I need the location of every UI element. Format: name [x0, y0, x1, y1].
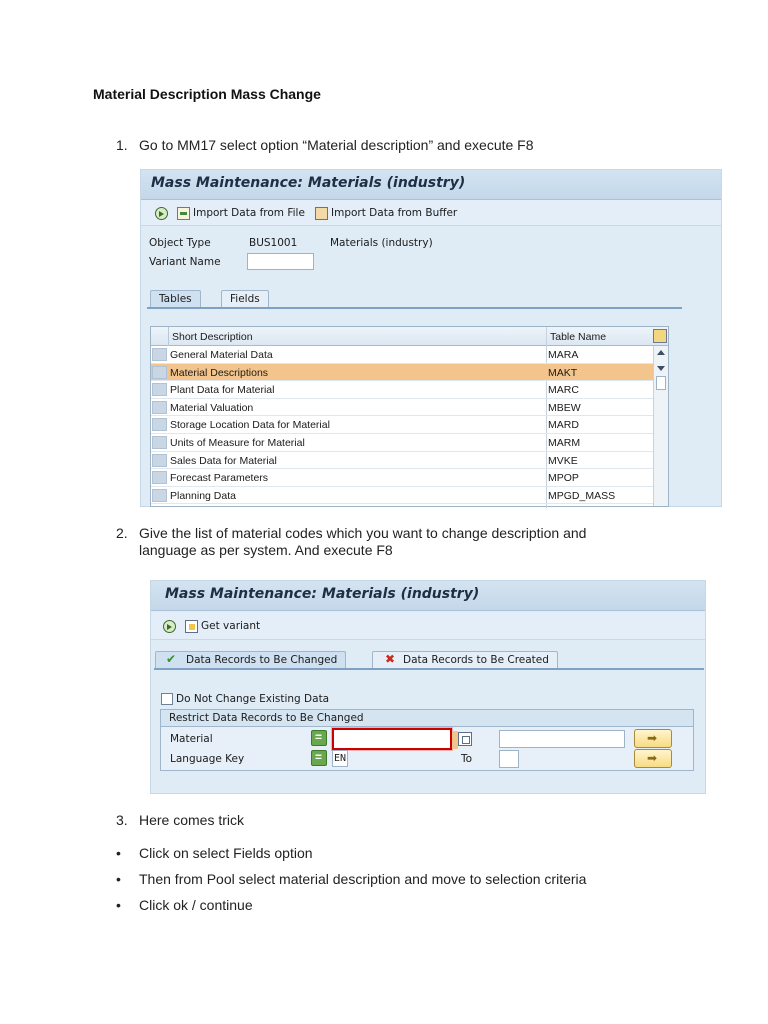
cell-table-name: MPOP: [548, 472, 579, 485]
do-not-change-label: Do Not Change Existing Data: [176, 693, 330, 705]
page-title: Material Description Mass Change: [93, 86, 321, 102]
row-selector[interactable]: [152, 401, 167, 414]
step-text: Go to MM17 select option “Material description” and execute F8: [139, 137, 534, 153]
tab-tables[interactable]: Tables: [150, 290, 201, 308]
language-option-button[interactable]: [311, 750, 327, 766]
table-row[interactable]: [151, 381, 654, 399]
step-text: Give the list of material codes which you want to change description and: [139, 525, 587, 541]
table-row[interactable]: [151, 364, 654, 382]
get-variant-button[interactable]: [185, 618, 260, 634]
get-variant-label: Get variant: [201, 620, 261, 632]
table-row[interactable]: [151, 399, 654, 417]
table-row[interactable]: [151, 487, 654, 505]
import-buffer-icon: [315, 207, 328, 220]
table-header: [151, 327, 668, 346]
multiple-selection-icon[interactable]: [458, 732, 472, 746]
row-selector[interactable]: [152, 471, 167, 484]
row-selector[interactable]: [152, 489, 167, 502]
row-selector[interactable]: [152, 383, 167, 396]
object-type-label: Object Type: [149, 237, 211, 249]
step-text: language as per system. And execute F8: [139, 542, 393, 558]
cell-table-name: MBEW: [548, 401, 581, 414]
sap-title-bar: [151, 581, 705, 611]
cell-short-description: Planning Data: [170, 489, 236, 502]
variant-name-label: Variant Name: [149, 256, 221, 268]
execute-button[interactable]: [155, 205, 171, 221]
object-type-description: Materials (industry): [330, 237, 433, 249]
tab-records-changed[interactable]: [155, 651, 346, 669]
cell-table-name: MARC: [548, 384, 579, 397]
scroll-up-icon[interactable]: [657, 350, 665, 355]
cell-short-description: Material Valuation: [170, 401, 254, 414]
tables-list: [150, 326, 669, 507]
row-selector[interactable]: [152, 436, 167, 449]
tab-records-created-label: Data Records to Be Created: [403, 654, 549, 666]
cell-short-description: Storage Location Data for Material: [170, 419, 330, 432]
sap-toolbar: [141, 200, 721, 226]
sap-title-bar: [141, 170, 721, 200]
to-label: To: [461, 753, 473, 765]
tab-records-changed-label: Data Records to Be Changed: [186, 654, 338, 666]
table-row[interactable]: [151, 416, 654, 434]
table-row[interactable]: [151, 346, 654, 364]
cell-table-name: MARD: [548, 419, 579, 432]
language-key-label: Language Key: [170, 753, 245, 765]
language-multiple-selection-button[interactable]: [634, 749, 672, 768]
scroll-down-icon[interactable]: [657, 366, 665, 371]
table-row[interactable]: [151, 469, 654, 487]
import-buffer-label: Import Data from Buffer: [331, 207, 458, 219]
tab-panel-border: [154, 668, 704, 670]
material-option-button[interactable]: [311, 730, 327, 746]
bullet-text: Click ok / continue: [139, 897, 253, 913]
column-settings-icon[interactable]: [653, 329, 667, 343]
bullet-text: Then from Pool select material description and move to selection criteria: [139, 871, 587, 887]
step-number: 2.: [116, 525, 128, 541]
group-header: [161, 710, 693, 727]
execute-icon: [163, 620, 176, 633]
cell-short-description: Sales Data for Material: [170, 454, 277, 467]
cell-short-description: Units of Measure for Material: [170, 437, 305, 449]
row-selector[interactable]: [152, 454, 167, 467]
tab-panel-border: [147, 307, 682, 309]
cell-short-description: Material Descriptions: [170, 366, 269, 379]
sap-screen-title: Mass Maintenance: Materials (industry): [165, 586, 480, 602]
row-selector[interactable]: [152, 366, 167, 379]
scroll-thumb[interactable]: [656, 376, 666, 390]
material-label: Material: [170, 733, 213, 745]
column-header-table-name: Table Name: [550, 331, 607, 343]
select-all-cell[interactable]: [151, 327, 169, 346]
material-from-input[interactable]: [332, 728, 452, 750]
cell-table-name: MARA: [548, 349, 579, 361]
variant-name-input[interactable]: [247, 253, 314, 270]
vertical-scrollbar[interactable]: [653, 346, 668, 506]
material-to-input[interactable]: [499, 730, 625, 748]
bullet-text: Click on select Fields option: [139, 845, 313, 861]
cell-short-description: Plant Data for Material: [170, 384, 275, 397]
tab-fields[interactable]: Fields: [221, 290, 269, 308]
variant-icon: [185, 620, 198, 633]
import-file-button[interactable]: [177, 205, 305, 221]
cell-short-description: General Material Data: [170, 349, 273, 361]
import-buffer-button[interactable]: [315, 205, 457, 221]
import-file-icon: [177, 207, 190, 220]
material-multiple-selection-button[interactable]: [634, 729, 672, 748]
execute-icon: [155, 207, 168, 220]
bullet-marker: •: [116, 897, 121, 913]
execute-button[interactable]: [163, 618, 179, 634]
cell-table-name: MPGD_MASS: [548, 489, 616, 502]
cell-table-name: MAKT: [548, 366, 578, 379]
step-text: Here comes trick: [139, 812, 245, 828]
import-file-label: Import Data from File: [193, 207, 305, 219]
sap-toolbar: [151, 612, 705, 640]
row-selector[interactable]: [152, 348, 167, 361]
column-header-short-description: Short Description: [172, 331, 253, 343]
do-not-change-checkbox[interactable]: [161, 693, 173, 705]
group-title: Restrict Data Records to Be Changed: [169, 712, 364, 724]
cell-table-name: MARM: [548, 437, 581, 449]
table-row[interactable]: [151, 452, 654, 470]
language-to-input[interactable]: [499, 750, 519, 768]
cell-table-name: MVKE: [548, 454, 578, 467]
bullet-marker: •: [116, 871, 121, 887]
bullet-marker: •: [116, 845, 121, 861]
sap-screen-title: Mass Maintenance: Materials (industry): [151, 175, 466, 191]
step-number: 3.: [116, 812, 128, 828]
checkmark-icon: ✔: [166, 652, 177, 666]
tab-records-created[interactable]: [372, 651, 558, 669]
object-type-value: BUS1001: [249, 237, 298, 249]
language-key-input[interactable]: EN: [332, 750, 348, 767]
row-selector[interactable]: [152, 418, 167, 431]
table-row[interactable]: [151, 434, 654, 452]
cell-short-description: Forecast Parameters: [170, 472, 269, 485]
step-number: 1.: [116, 137, 128, 153]
cross-icon: ✖: [385, 652, 396, 666]
